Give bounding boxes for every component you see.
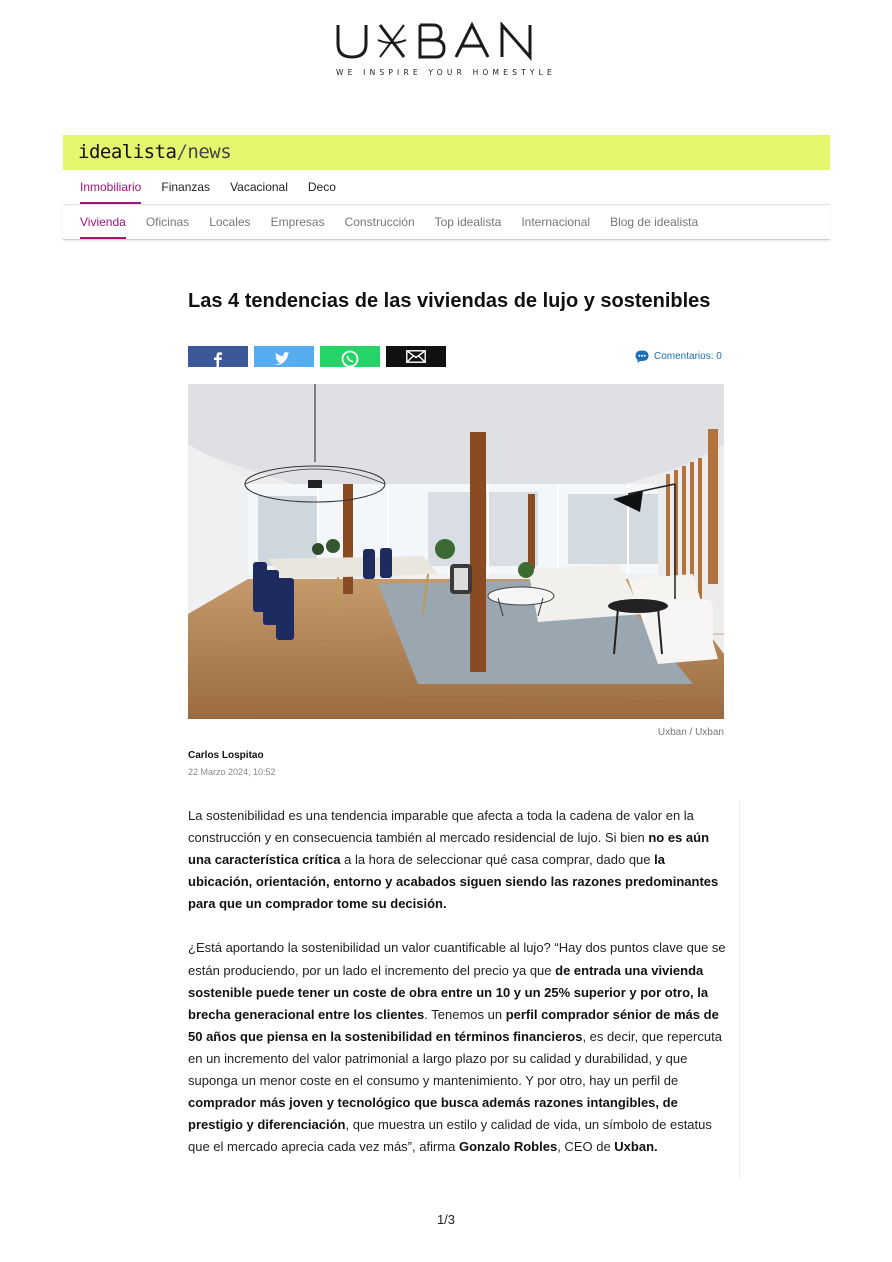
mail-icon bbox=[406, 350, 426, 363]
nav-item-finanzas[interactable]: Finanzas bbox=[161, 180, 211, 194]
comment-bubble-icon bbox=[635, 350, 649, 363]
publish-date: 22 Marzo 2024, 10:52 bbox=[188, 767, 276, 777]
p1-bold-2: la ubicación, orientación, entorno y acabados siguen siendo las razones predominantes para que un comprador tome su decisión. bbox=[188, 852, 719, 912]
nav-item-empresas[interactable]: Empresas bbox=[270, 215, 325, 229]
nav-item-oficinas[interactable]: Oficinas bbox=[145, 215, 190, 229]
nav-item-construccion[interactable]: Construcción bbox=[344, 215, 415, 229]
p1-bold-1: no es aún una característica crítica bbox=[188, 830, 710, 868]
uxban-logo bbox=[334, 22, 558, 62]
share-email-button[interactable] bbox=[386, 346, 446, 367]
brand-tagline: WE INSPIRE YOUR HOMESTYLE bbox=[336, 68, 556, 77]
nav-item-locales[interactable]: Locales bbox=[209, 215, 251, 229]
image-caption: Uxban / Uxban bbox=[657, 727, 724, 738]
nav-item-blog[interactable]: Blog de idealista bbox=[610, 215, 699, 229]
share-twitter-button[interactable] bbox=[254, 346, 314, 367]
article-body bbox=[188, 805, 728, 1158]
nav-item-inmobiliario[interactable]: Inmobiliario bbox=[80, 170, 141, 204]
facebook-icon bbox=[212, 352, 224, 367]
primary-nav bbox=[63, 170, 830, 205]
p2-bold-2: perfil comprador sénior de más de 50 años que piensa en la sostenibilidad en términos financieros bbox=[188, 1006, 719, 1044]
share-bar bbox=[188, 346, 446, 367]
p1-text: La sostenibilidad es una tendencia imparable que afecta a toda la cadena de valor en la construcción y en consecuencia también al mercado residencial de lujo. Si bien bbox=[188, 808, 694, 846]
article-hero-image[interactable] bbox=[188, 384, 724, 719]
p2-bold-5: Uxban. bbox=[614, 1139, 658, 1155]
living-room-photo bbox=[188, 384, 724, 719]
article-title: Las 4 tendencias de las viviendas de lujo y sostenibles bbox=[188, 290, 711, 312]
nav-item-deco[interactable]: Deco bbox=[307, 180, 336, 194]
p2-text: ¿Está aportando la sostenibilidad un valor cuantificable al lujo? “Hay dos puntos clave que se están produciendo, por un lado el incremento del precio ya que bbox=[188, 940, 726, 978]
paragraph-2 bbox=[188, 937, 728, 1158]
p2-bold-3: comprador más joven y tecnológico que busca además razones intangibles, de prestigio y diferenciación bbox=[188, 1095, 678, 1133]
comments-link[interactable] bbox=[635, 350, 724, 363]
p2-text: , que muestra un estilo y calidad de vida, un símbolo de estatus que el mercado aprecia cada vez más”, afirma bbox=[188, 1117, 712, 1155]
p2-text: , es decir, que repercuta en un incremento del valor patrimonial a largo plazo por su calidad y durabilidad, y que suponga un menor coste en el consumo y mantenimiento. Y por otro, hay un perfil de bbox=[188, 1028, 722, 1089]
whatsapp-icon bbox=[340, 349, 360, 367]
comments-count: Comentarios: 0 bbox=[654, 351, 722, 362]
logo-slash: / bbox=[176, 141, 188, 163]
page-number: 1/3 bbox=[436, 1212, 456, 1227]
logo-main: idealista bbox=[78, 141, 177, 163]
twitter-icon bbox=[274, 352, 294, 367]
nav-item-internacional[interactable]: Internacional bbox=[521, 215, 591, 229]
author-name[interactable]: Carlos Lospitao bbox=[188, 750, 264, 761]
nav-item-top-idealista[interactable]: Top idealista bbox=[434, 215, 502, 229]
idealista-header-bar bbox=[63, 135, 830, 170]
p2-bold-1: de entrada una vivienda sostenible puede tener un coste de obra entre un 10 y un 25% superior y por otro, la brecha generacional entre los clientes bbox=[188, 962, 709, 1022]
nav-item-vivienda[interactable]: Vivienda bbox=[80, 205, 126, 239]
paragraph-1 bbox=[188, 805, 728, 915]
p2-text: . Tenemos un bbox=[424, 1006, 506, 1022]
share-facebook-button[interactable] bbox=[188, 346, 248, 367]
column-divider bbox=[739, 800, 740, 1180]
p2-text: , CEO de bbox=[557, 1139, 615, 1155]
idealista-news-logo[interactable] bbox=[78, 141, 231, 163]
logo-section: news bbox=[187, 141, 232, 163]
p1-text: a la hora de seleccionar qué casa comprar, dado que bbox=[340, 852, 655, 868]
share-whatsapp-button[interactable] bbox=[320, 346, 380, 367]
p2-bold-4: Gonzalo Robles bbox=[458, 1139, 558, 1155]
nav-item-vacacional[interactable]: Vacacional bbox=[230, 180, 288, 194]
secondary-nav bbox=[63, 205, 830, 240]
brand-header bbox=[0, 22, 892, 77]
